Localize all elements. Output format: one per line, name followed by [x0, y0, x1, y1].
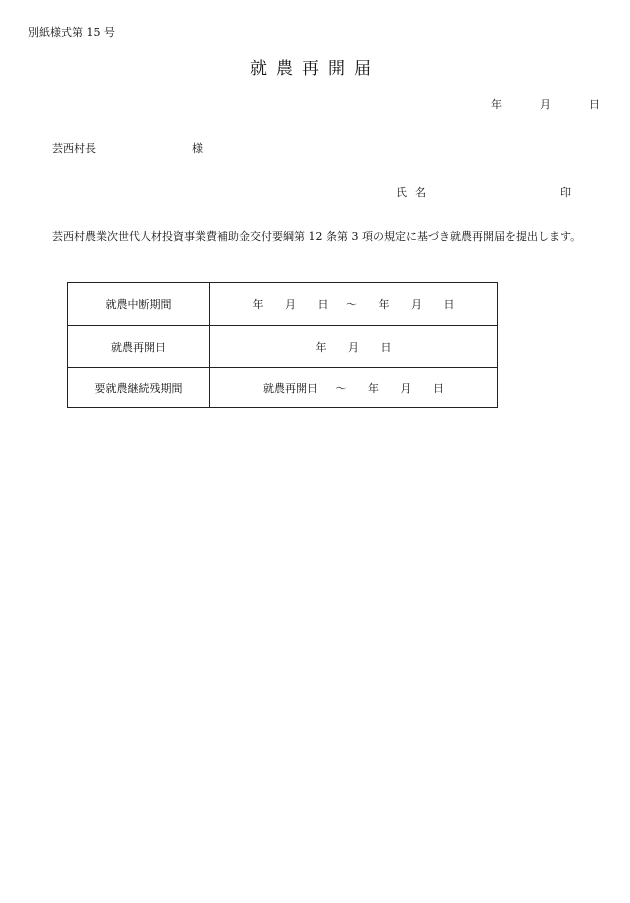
applicant-name-label: 氏名 — [396, 186, 434, 199]
info-table — [67, 282, 498, 408]
month-label: 月 — [411, 298, 422, 311]
month-label: 月 — [400, 381, 412, 395]
form-number: 別紙様式第 15 号 — [28, 26, 115, 39]
day-label: 日 — [317, 298, 329, 311]
tilde-separator: ～ — [335, 381, 347, 395]
resumption-date-prefix: 就農再開日 — [263, 381, 318, 395]
body-text: 芸西村農業次世代人材投資事業費補助金交付要綱第 12 条第 3 項の規定に基づき就農再開届を提出します。 — [52, 230, 582, 243]
date-year-label: 年 — [491, 98, 502, 111]
date-day-label: 日 — [589, 98, 600, 111]
table-row-resumption-date — [68, 326, 498, 368]
addressee: 芸西村長 — [52, 142, 96, 155]
month-label: 月 — [285, 298, 296, 311]
day-label: 日 — [380, 340, 392, 354]
month-label: 月 — [348, 340, 359, 354]
table-row-remaining-period — [68, 368, 498, 408]
document-title: 就農再開届 — [250, 59, 380, 79]
row-value — [210, 368, 498, 408]
seal-label: 印 — [560, 186, 571, 199]
table-row-suspension-period — [68, 283, 498, 326]
day-label: 日 — [443, 298, 455, 311]
date-month-label: 月 — [540, 98, 551, 111]
honorific: 様 — [192, 142, 203, 155]
row-value — [210, 326, 498, 368]
tilde-separator: ～ — [346, 298, 357, 311]
row-value — [210, 283, 498, 326]
day-label: 日 — [433, 381, 444, 395]
year-label: 年 — [252, 298, 264, 311]
row-label: 就農再開日 — [68, 326, 210, 368]
year-label: 年 — [378, 298, 390, 311]
row-label: 就農中断期間 — [68, 283, 210, 326]
year-label: 年 — [368, 381, 379, 395]
row-label: 要就農継続残期間 — [68, 368, 210, 408]
year-label: 年 — [315, 340, 327, 354]
